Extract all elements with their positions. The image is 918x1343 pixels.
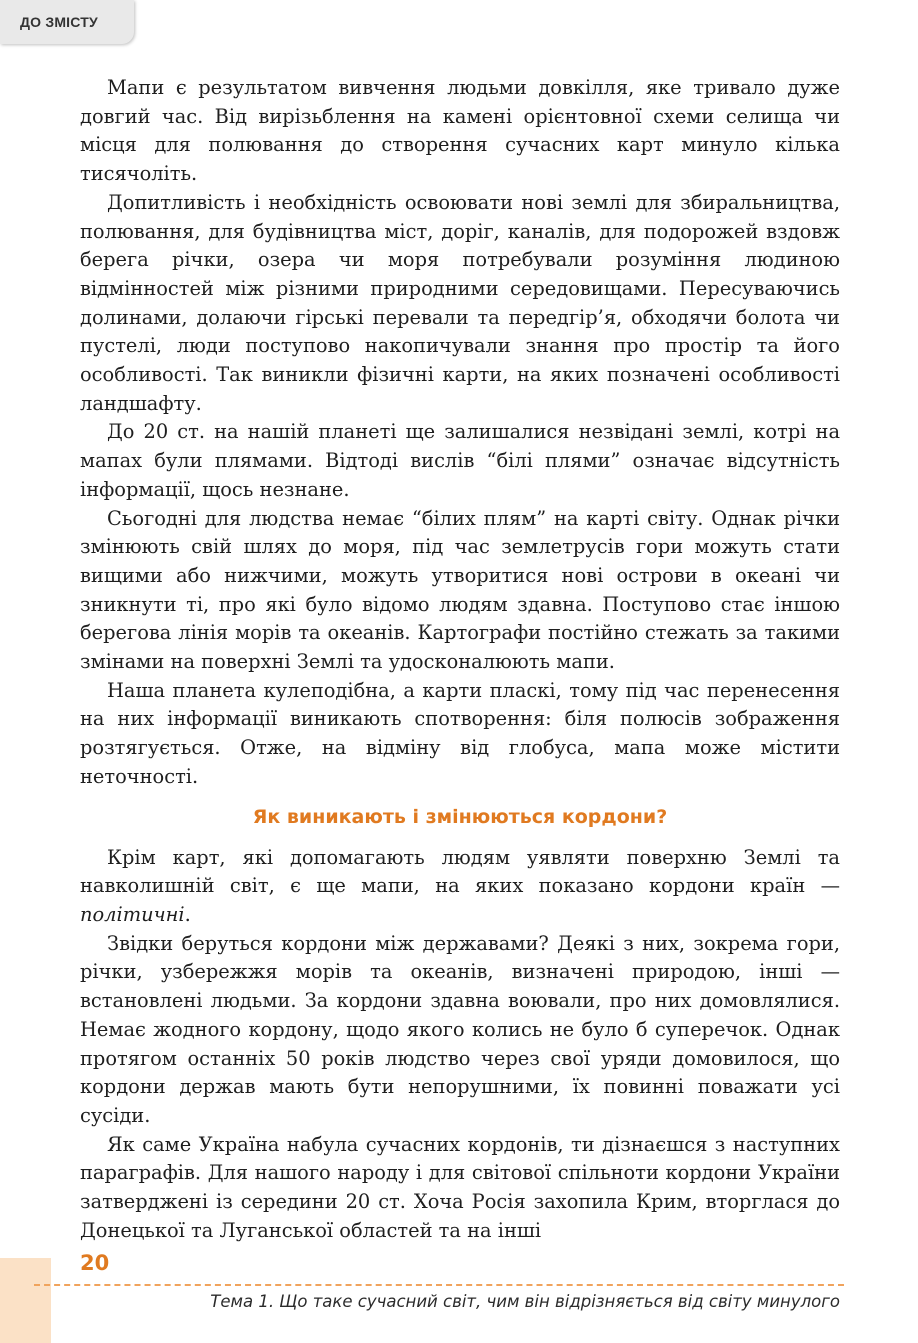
main-text [80, 74, 840, 1245]
paragraph: Звідки беруться кордони між державами? Деякі з них, зокрема гори, річки, узбережжя морів та океанів, визначені природою, інші — встановлені людьми. За кордони здавна воювали, про них домовлялися. Немає жодного кордону, щодо якого колись не було б суперечок. Однак протягом останніх 50 років людство через свої уряди домовилося, що кордони держав мають бути непорушними, їх повинні поважати усі сусіди. [80, 931, 840, 1127]
page-number: 20 [80, 1251, 110, 1275]
term-political: політичні [80, 902, 185, 926]
paragraph: Допитливість і необхідність освоювати нові землі для збиральництва, полювання, для будівництва міст, доріг, каналів, для подорожей вздовж берега річки, озера чи моря потребували розуміння людиною відмінностей між різними природними середовищами. Пересуваючись долинами, долаючи гірські перевали та передгір’я, обходячи болота чи пустелі, люди поступово накопичували знання про простір та його особливості. Так виникли фізичні карти, на яких позначені особливості ландшафту. [80, 190, 840, 415]
topic-title: Тема 1. Що таке сучасний світ, чим він відрізняється від світу минулого [210, 1292, 840, 1311]
section-heading: Як виникають і змінюються кордони? [252, 805, 668, 828]
paragraph: Сьогодні для людства немає “білих плям” на карті світу. Однак річки змінюють свій шлях до моря, під час землетрусів гори можуть стати вищими або нижчими, можуть утворитися нові острови в океані чи зникнути ті, про які було відомо людям здавна. Поступово стає іншою берегова лінія морів та океанів. Картографи постійно стежать за такими змінами на поверхні Землі та удосконалюють мапи. [80, 506, 840, 674]
paragraph-political-maps [80, 844, 840, 930]
toc-button[interactable]: ДО ЗМІСТУ [0, 0, 134, 44]
paragraph: Мапи є результатом вивчення людьми довкілля, яке тривало дуже довгий час. Від вирізьблення на камені орієнтовної схеми селища чи місця для полювання до створення сучасних карт минуло кілька тисячоліть. [80, 76, 840, 186]
paragraph-end: . [184, 902, 191, 926]
paragraph: До 20 ст. на нашій планеті ще залишалися незвідані землі, котрі на мапах були плямами. Відтоді вислів “білі плями” означає відсутність інформації, щось незнане. [80, 420, 840, 501]
paragraph: Як саме Україна набула сучасних кордонів, ти дізнаєшся з наступних параграфів. Для нашого народу і для світової спільноти кордони України затверджені із середини 20 ст. Хоча Росія захопила Крим, вторглася до Донецької та Луганської областей та на інші [80, 1132, 840, 1242]
paragraph-text: Крім карт, які допомагають людям уявляти поверхню Землі та навколишній світ, є ще мапи, на яких показано кордони країн — [80, 845, 840, 898]
paragraph: Наша планета кулеподібна, а карти пласкі, тому під час перенесення на них інформації виникають спотворення: біля полюсів зображення розтягується. Отже, на відміну від глобуса, мапа може містити неточності. [80, 678, 840, 788]
corner-decoration [0, 1258, 51, 1343]
footer-divider [34, 1284, 844, 1286]
